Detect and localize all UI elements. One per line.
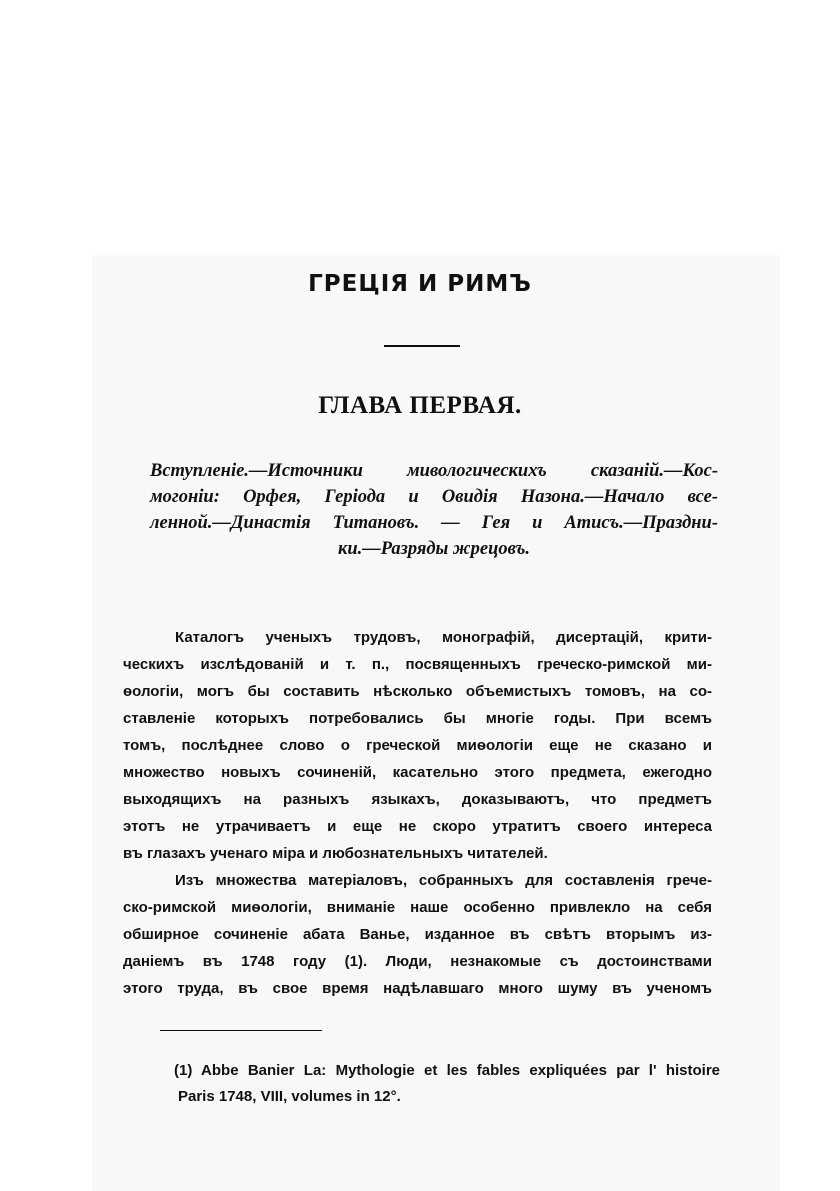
body-text xyxy=(123,624,712,1002)
footnote-line: Paris 1748, VIII, volumes in 12°. xyxy=(178,1088,401,1105)
summary-line: могоніи: Орфея, Геріода и Овидія Назона.—Начало все- xyxy=(150,487,718,507)
text-line: выходящихъ на разныхъ языкахъ, доказываютъ, что предметъ xyxy=(123,791,712,808)
summary-line: ленной.—Династія Титановъ. — Гея и Атисъ.—Праздни- xyxy=(150,513,718,533)
text-line: ѳологіи, могъ бы составить нѣсколько объемистыхъ томовъ, на со- xyxy=(123,683,712,700)
text-line: обширное сочиненіе абата Ванье, изданное въ свѣтъ вторымъ из- xyxy=(123,926,712,943)
paragraph-1 xyxy=(123,624,712,867)
page-title: ГРЕЦІЯ И РИМЪ xyxy=(308,271,532,297)
text-line: этотъ не утрачиваетъ и еще не скоро утратитъ своего интереса xyxy=(123,818,712,835)
text-line: ско-римской миѳологіи, вниманіе наше особенно привлекло на себя xyxy=(123,899,712,916)
title-divider xyxy=(384,345,460,347)
text-line: ставленіе которыхъ потребовались бы многіе годы. При всемъ xyxy=(123,710,712,727)
chapter-heading: ГЛАВА ПЕРВАЯ. xyxy=(318,392,522,419)
summary-line: Вступленіе.—Источники мивологическихъ сказаній.—Кос- xyxy=(150,461,718,481)
footnote xyxy=(170,1058,720,1110)
text-line: Изъ множества матеріаловъ, собранныхъ для составленія грече- xyxy=(175,872,712,889)
text-line: томъ, послѣднее слово о греческой миѳологіи еще не сказано и xyxy=(123,737,712,754)
text-line: множество новыхъ сочиненій, касательно этого предмета, ежегодно xyxy=(123,764,712,781)
footnote-line: (1) Abbe Banier La: Mythologie et les fables expliquées par l' histoire xyxy=(174,1062,720,1079)
chapter-summary xyxy=(150,458,718,562)
summary-line: ки.—Разряды жрецовъ. xyxy=(337,539,531,559)
footnote-divider xyxy=(160,1030,322,1031)
text-line: даніемъ въ 1748 году (1). Люди, незнакомые съ достоинствами xyxy=(123,953,712,970)
paragraph-2 xyxy=(123,867,712,1002)
text-line: въ глазахъ ученаго міра и любознательныхъ читателей. xyxy=(123,845,548,862)
text-line: Каталогъ ученыхъ трудовъ, монографій, дисертацій, крити- xyxy=(175,629,712,646)
text-line: этого труда, въ свое время надѣлавшаго много шуму въ ученомъ xyxy=(123,980,712,997)
text-line: ческихъ изслѣдованій и т. п., посвященныхъ греческо-римской ми- xyxy=(123,656,712,673)
